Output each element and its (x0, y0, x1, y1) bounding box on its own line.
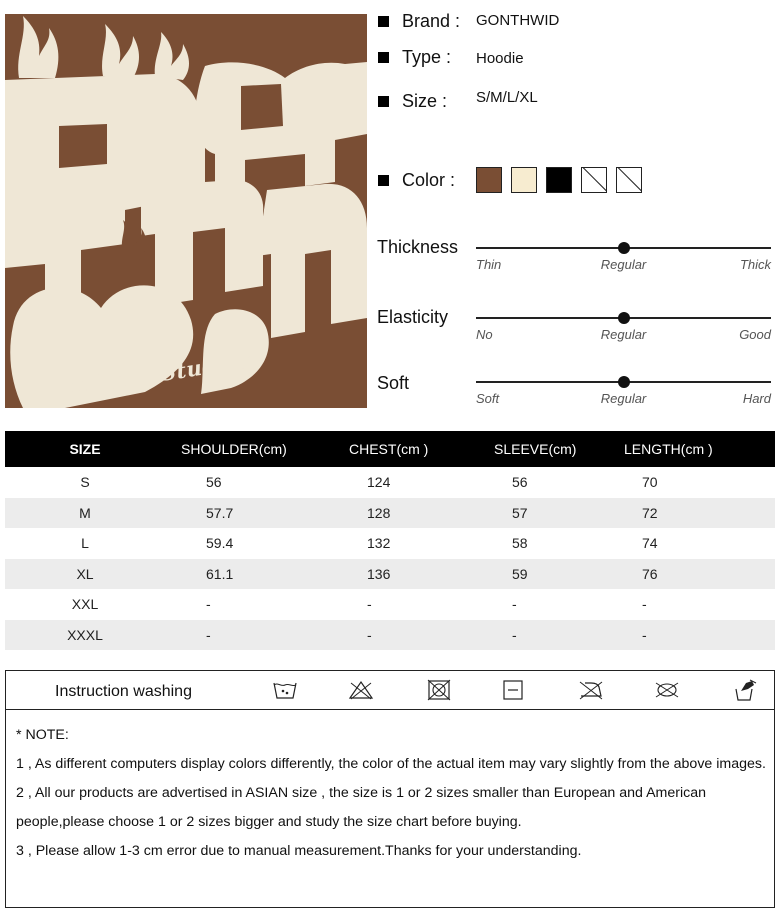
notes-section (16, 721, 770, 866)
cell-sleeve: 56 (512, 474, 528, 491)
color-swatches (476, 167, 642, 193)
cell-size: M (79, 504, 91, 521)
cell-size: L (81, 535, 89, 552)
slider-knob (618, 312, 630, 324)
table-row (5, 589, 775, 620)
cell-chest: 132 (367, 535, 391, 552)
bullet-square-icon (378, 52, 389, 63)
cell-shoulder: - (206, 626, 211, 643)
bullet-square-icon (378, 96, 389, 107)
scale-high: Thick (739, 257, 771, 272)
attr-brand-value: GONTHWID (476, 12, 560, 29)
cell-size: XXXL (67, 626, 103, 643)
cell-chest: 136 (367, 565, 391, 582)
scale-low: No (476, 327, 493, 342)
notes-heading: * NOTE: (16, 727, 69, 743)
attr-type-label: Type : (402, 46, 452, 67)
cell-shoulder: - (206, 596, 211, 613)
color-swatch-empty (581, 167, 607, 193)
color-swatch-black (546, 167, 572, 193)
table-row (5, 620, 775, 651)
cell-size: XL (76, 565, 94, 582)
cell-sleeve: - (512, 626, 517, 643)
do-not-tumble-dry-icon (426, 679, 452, 701)
cell-chest: 124 (367, 474, 391, 491)
attr-brand (378, 9, 560, 33)
cell-chest: - (367, 596, 372, 613)
header-sleeve: SLEEVE(cm) (494, 441, 577, 457)
slider-elasticity (476, 311, 771, 351)
product-image (5, 14, 367, 408)
scale-low: Thin (476, 257, 502, 272)
scale-high: Hard (742, 391, 771, 406)
washing-header (6, 671, 774, 710)
slider-thickness-label: Thickness (377, 237, 459, 257)
washing-instructions-box (5, 670, 775, 908)
scale-mid: Regular (600, 391, 647, 406)
cell-shoulder: 59.4 (206, 535, 234, 552)
cell-length: - (642, 626, 647, 643)
slider-elasticity-label: Elasticity (377, 307, 449, 327)
cell-chest: - (367, 626, 372, 643)
washing-title: Instruction washing (55, 683, 192, 700)
cell-sleeve: - (512, 596, 517, 613)
attr-color (378, 168, 488, 192)
hoodie-print-graphic (5, 14, 367, 408)
color-swatch-empty (616, 167, 642, 193)
attr-type-value: Hoodie (476, 50, 524, 67)
color-swatch-cream (511, 167, 537, 193)
attr-size-value: S/M/L/XL (476, 89, 538, 106)
slider-thickness (476, 241, 771, 281)
note-line-2: 2 , All our products are advertised in ASIAN size , the size is 1 or 2 sizes smaller than European and American people,please choose 1 or 2 sizes bigger and study the size chart before buying. (16, 785, 707, 830)
slider-knob (618, 242, 630, 254)
slider-knob (618, 376, 630, 388)
size-chart-header (5, 431, 775, 467)
slider-soft (476, 375, 771, 415)
attr-color-label: Color : (402, 169, 456, 190)
cell-shoulder: 61.1 (206, 565, 234, 582)
scale-low: Soft (476, 391, 500, 406)
cell-length: 70 (642, 474, 658, 491)
line-dry-icon (500, 679, 526, 701)
table-row (5, 467, 775, 498)
bullet-square-icon (378, 175, 389, 186)
hand-wash-icon (272, 679, 298, 701)
header-shoulder: SHOULDER(cm) (181, 441, 287, 457)
color-swatch-brown (476, 167, 502, 193)
header-chest: CHEST(cm ) (349, 441, 429, 457)
cell-length: 72 (642, 504, 658, 521)
hoodie-print-text: Crbsup Studios (65, 346, 254, 401)
do-not-iron-icon (578, 679, 604, 701)
attr-brand-label: Brand : (402, 10, 461, 31)
cell-chest: 128 (367, 504, 391, 521)
size-chart-table (5, 431, 775, 650)
cell-sleeve: 59 (512, 565, 528, 582)
do-not-wring-icon (732, 679, 758, 701)
do-not-dry-clean-icon (654, 679, 680, 701)
cell-size: S (80, 474, 90, 491)
note-line-3: 3 , Please allow 1-3 cm error due to manual measurement.Thanks for your understanding. (16, 843, 582, 859)
header-size: SIZE (69, 441, 101, 457)
attr-size (378, 89, 538, 113)
cell-size: XXL (71, 596, 99, 613)
note-line-1: 1 , As different computers display colors differently, the color of the actual item may vary slightly from the above images. (16, 756, 766, 772)
cell-sleeve: 58 (512, 535, 528, 552)
scale-high: Good (739, 327, 771, 342)
scale-mid: Regular (600, 257, 647, 272)
bullet-square-icon (378, 16, 389, 27)
do-not-bleach-icon (348, 679, 374, 701)
table-row (5, 528, 775, 559)
table-row (5, 559, 775, 590)
attr-type (378, 45, 524, 69)
scale-mid: Regular (600, 327, 647, 342)
cell-length: 74 (642, 535, 658, 552)
table-row (5, 498, 775, 529)
cell-length: - (642, 596, 647, 613)
header-length: LENGTH(cm ) (624, 441, 713, 457)
attr-size-label: Size : (402, 90, 448, 111)
cell-shoulder: 56 (206, 474, 222, 491)
cell-shoulder: 57.7 (206, 504, 234, 521)
slider-soft-label: Soft (377, 373, 410, 393)
cell-length: 76 (642, 565, 658, 582)
cell-sleeve: 57 (512, 504, 528, 521)
